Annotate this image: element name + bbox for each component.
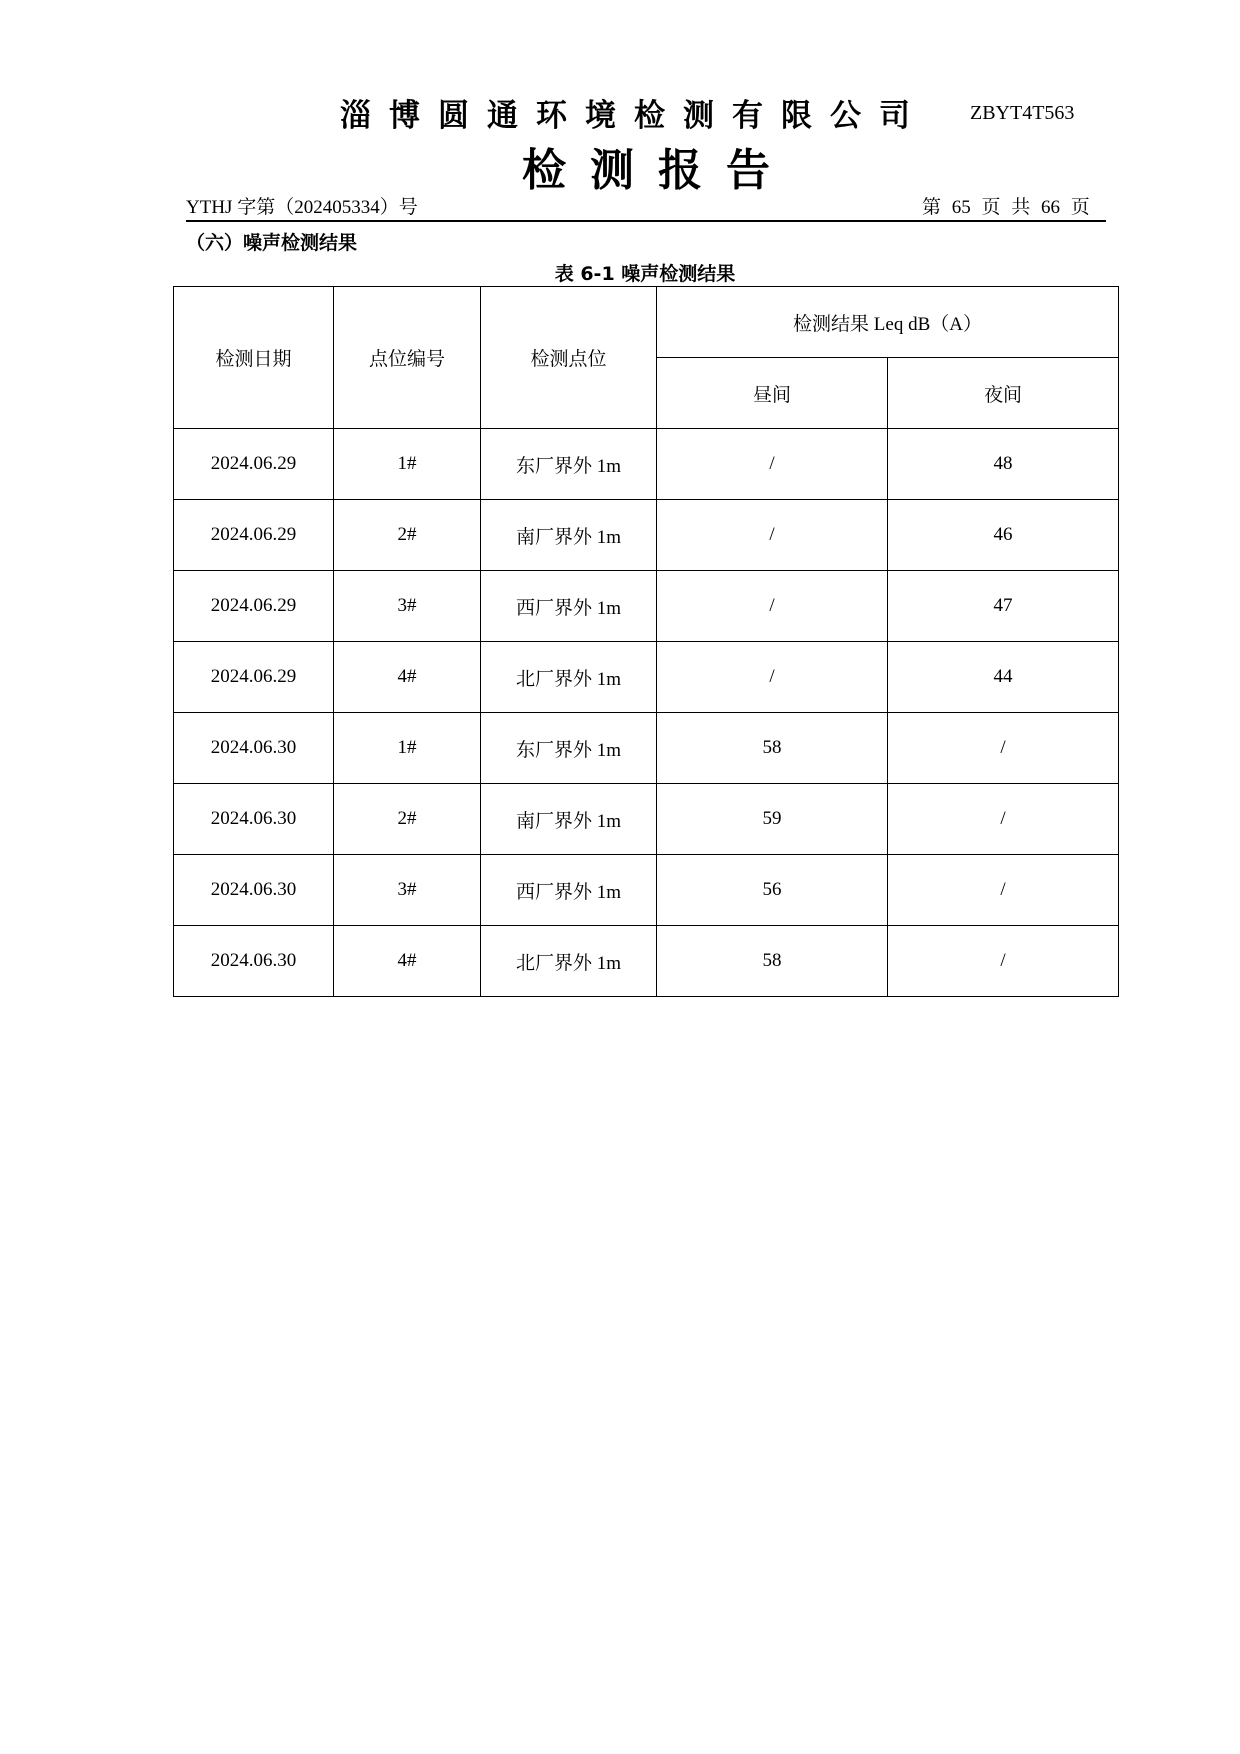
cell-date: 2024.06.29 bbox=[174, 500, 334, 571]
cell-night: 48 bbox=[888, 429, 1119, 500]
cell-night: 46 bbox=[888, 500, 1119, 571]
header-result-group: 检测结果 Leq dB（A） bbox=[657, 287, 1119, 358]
document-code: ZBYT4T563 bbox=[970, 102, 1075, 124]
cell-location: 北厂界外 1m bbox=[481, 642, 657, 713]
cell-location: 南厂界外 1m bbox=[481, 500, 657, 571]
cell-night: / bbox=[888, 784, 1119, 855]
header-date: 检测日期 bbox=[174, 287, 334, 429]
table-row bbox=[174, 642, 1119, 713]
cell-day: / bbox=[657, 571, 888, 642]
cell-night: / bbox=[888, 713, 1119, 784]
table-row bbox=[174, 429, 1119, 500]
cell-location: 西厂界外 1m bbox=[481, 855, 657, 926]
report-title: 检测报告 bbox=[522, 145, 794, 196]
cell-night: 44 bbox=[888, 642, 1119, 713]
cell-day: 58 bbox=[657, 713, 888, 784]
table-row bbox=[174, 855, 1119, 926]
cell-day: / bbox=[657, 642, 888, 713]
cell-date: 2024.06.29 bbox=[174, 642, 334, 713]
header-night: 夜间 bbox=[888, 358, 1119, 429]
header-divider bbox=[186, 220, 1106, 222]
cell-date: 2024.06.30 bbox=[174, 713, 334, 784]
table-row bbox=[174, 571, 1119, 642]
cell-point: 4# bbox=[334, 642, 481, 713]
table-caption: 表 6-1 噪声检测结果 bbox=[554, 263, 736, 285]
page-info: 第 65 页 共 66 页 bbox=[922, 197, 1090, 218]
report-number: YTHJ 字第（202405334）号 bbox=[186, 197, 418, 218]
cell-day: 58 bbox=[657, 926, 888, 997]
cell-location: 南厂界外 1m bbox=[481, 784, 657, 855]
cell-day: 59 bbox=[657, 784, 888, 855]
cell-date: 2024.06.29 bbox=[174, 571, 334, 642]
header-location: 检测点位 bbox=[481, 287, 657, 429]
cell-date: 2024.06.29 bbox=[174, 429, 334, 500]
cell-night: / bbox=[888, 926, 1119, 997]
table-row bbox=[174, 500, 1119, 571]
table-row bbox=[174, 784, 1119, 855]
table-row bbox=[174, 926, 1119, 997]
cell-date: 2024.06.30 bbox=[174, 926, 334, 997]
section-title: （六）噪声检测结果 bbox=[186, 232, 358, 254]
cell-point: 1# bbox=[334, 429, 481, 500]
cell-night: 47 bbox=[888, 571, 1119, 642]
cell-point: 4# bbox=[334, 926, 481, 997]
cell-point: 3# bbox=[334, 855, 481, 926]
table-row bbox=[174, 713, 1119, 784]
cell-point: 3# bbox=[334, 571, 481, 642]
cell-location: 北厂界外 1m bbox=[481, 926, 657, 997]
cell-location: 西厂界外 1m bbox=[481, 571, 657, 642]
cell-location: 东厂界外 1m bbox=[481, 429, 657, 500]
cell-date: 2024.06.30 bbox=[174, 784, 334, 855]
cell-location: 东厂界外 1m bbox=[481, 713, 657, 784]
cell-day: 56 bbox=[657, 855, 888, 926]
cell-point: 2# bbox=[334, 500, 481, 571]
table-body bbox=[174, 429, 1119, 997]
cell-date: 2024.06.30 bbox=[174, 855, 334, 926]
header-day: 昼间 bbox=[657, 358, 888, 429]
header-point-number: 点位编号 bbox=[334, 287, 481, 429]
noise-results-table bbox=[173, 286, 1119, 997]
company-name: 淄博圆通环境检测有限公司 bbox=[340, 98, 928, 134]
cell-day: / bbox=[657, 429, 888, 500]
cell-point: 1# bbox=[334, 713, 481, 784]
cell-night: / bbox=[888, 855, 1119, 926]
cell-point: 2# bbox=[334, 784, 481, 855]
cell-day: / bbox=[657, 500, 888, 571]
